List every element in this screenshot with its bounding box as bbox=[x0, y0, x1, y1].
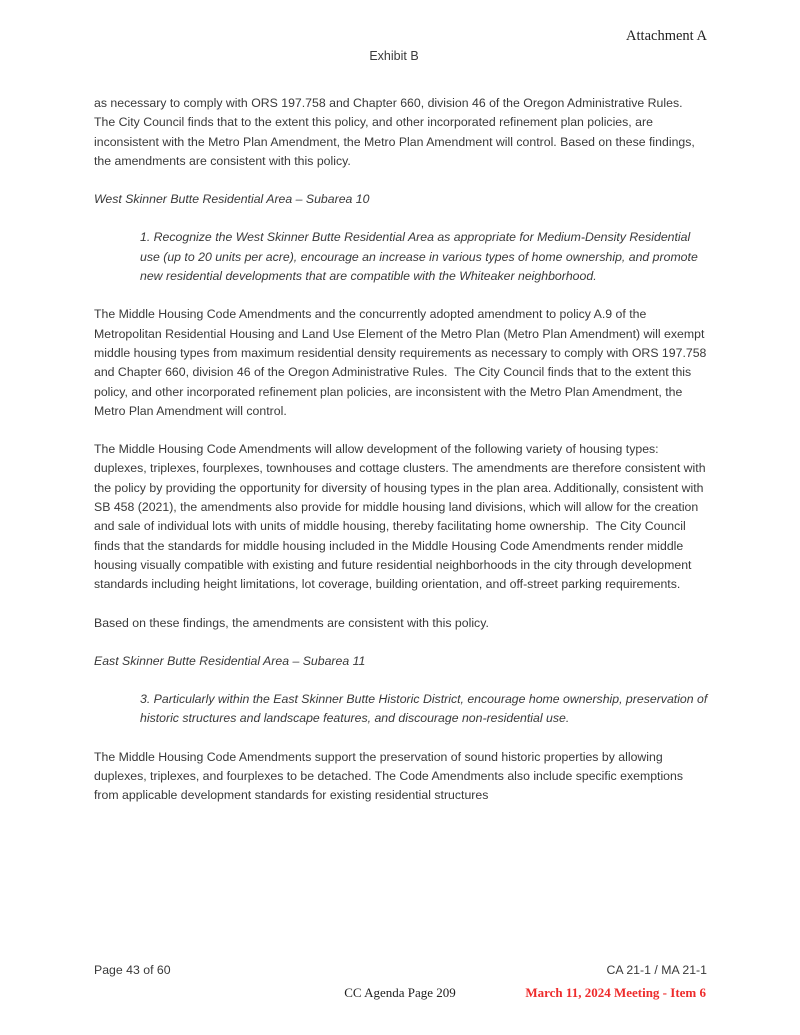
policy-quote-subarea-10: 1. Recognize the West Skinner Butte Residential Area as appropriate for Medium-Density Residential use (up to 20 units per acre), encourage an increase in various types of home ownership, and promote new residential developments that are compatible with the Whiteaker neighborhood. bbox=[140, 230, 702, 284]
document-body bbox=[94, 94, 709, 825]
meeting-stamp: March 11, 2024 Meeting - Item 6 bbox=[525, 985, 706, 1000]
footer-row-primary bbox=[94, 961, 707, 980]
footer-row-secondary bbox=[0, 984, 800, 1004]
case-number: CA 21-1 / MA 21-1 bbox=[606, 963, 707, 977]
section-heading-east-skinner-butte: East Skinner Butte Residential Area – Subarea 11 bbox=[94, 653, 366, 668]
policy-quote-subarea-11: 3. Particularly within the East Skinner Butte Historic District, encourage home ownership, preservation of historic structures and landscape features, and discourage non-residential use. bbox=[140, 692, 711, 726]
agenda-page-label: CC Agenda Page 209 bbox=[344, 985, 456, 1000]
paragraph-findings-intro: as necessary to comply with ORS 197.758 and Chapter 660, division 46 of the Oregon Administrative Rules. The City Council finds that to the extent this policy, and other incorporated refinement plan policies, are inconsistent with the Metro Plan Amendment, the Metro Plan Amendment will control. Based on these findings, the amendments are consistent with this policy. bbox=[94, 96, 699, 168]
exhibit-label: Exhibit B bbox=[369, 49, 419, 63]
paragraph-housing-types: The Middle Housing Code Amendments will allow development of the following variety of housing types: duplexes, triplexes, fourplexes, townhouses and cottage clusters. The amendments are therefore consistent with the policy by providing the opportunity for diversity of housing types in the plan area. Additionally, consistent with SB 458 (2021), the amendments also provide for middle housing land divisions, which will allow for the creation and sale of individual lots with units of middle housing, thereby facilitating home ownership. The City Council finds that the standards for middle housing included in the Middle Housing Code Amendments render middle housing visually compatible with existing and future residential neighborhoods in the city through development standards including height limitations, lot coverage, building orientation, and off-street parking requirements. bbox=[94, 442, 709, 592]
paragraph-historic-preservation: The Middle Housing Code Amendments support the preservation of sound historic properties by allowing duplexes, triplexes, and fourplexes to be detached. The Code Amendments also include specific exemptions from applicable development standards for existing residential structures bbox=[94, 749, 687, 803]
page-number: Page 43 of 60 bbox=[94, 963, 171, 977]
paragraph-findings-conclusion: Based on these findings, the amendments are consistent with this policy. bbox=[94, 615, 489, 630]
paragraph-metro-plan-amendment: The Middle Housing Code Amendments and the concurrently adopted amendment to policy A.9 of the Metropolitan Residential Housing and Land Use Element of the Metro Plan (Metro Plan Amendment) will exempt middle housing types from maximum residential density requirements as necessary to comply with ORS 197.758 and Chapter 660, division 46 of the Oregon Administrative Rules. The City Council finds that to the extent this policy, and other incorporated refinement plan policies, are inconsistent with the Metro Plan Amendment, the Metro Plan Amendment will control. bbox=[94, 307, 710, 418]
attachment-label: Attachment A bbox=[626, 28, 707, 44]
section-heading-west-skinner-butte: West Skinner Butte Residential Area – Subarea 10 bbox=[94, 192, 370, 207]
